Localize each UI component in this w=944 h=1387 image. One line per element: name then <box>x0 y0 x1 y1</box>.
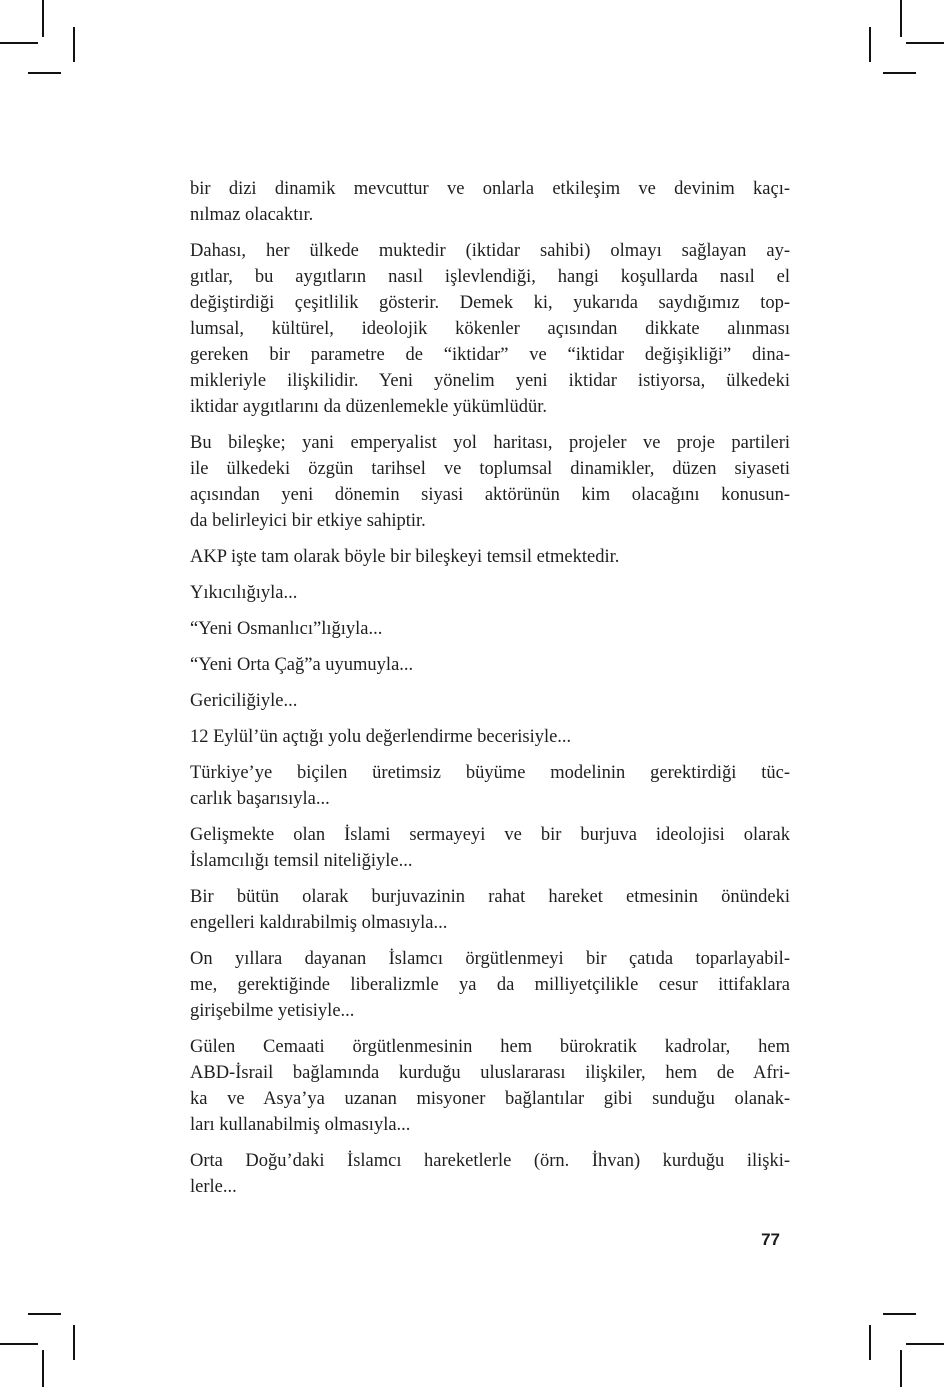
crop-mark-top-left-inner-vertical <box>73 27 75 62</box>
text-line: Orta Doğu’daki İslamcı hareketlerle (örn. İhvan) kurduğu ilişki- <box>190 1151 790 1171</box>
text-line: girişebilme yetisiyle... <box>190 1001 355 1021</box>
page-number: 77 <box>761 1230 780 1249</box>
text-line: Türkiye’ye biçilen üretimsiz büyüme modelinin gerektirdiği tüc- <box>190 763 790 783</box>
text-line: Bir bütün olarak burjuvazinin rahat hareket etmesinin önündeki <box>190 887 790 907</box>
paragraph <box>190 884 790 936</box>
paragraph <box>190 176 790 228</box>
crop-mark-bottom-left-vertical <box>42 1350 44 1387</box>
paragraph <box>190 238 790 420</box>
crop-mark-bottom-right-inner-horizontal <box>883 1313 916 1315</box>
text-line: İslamcılığı temsil niteliğiyle... <box>190 851 413 871</box>
paragraph <box>190 688 790 714</box>
text-line: Gericiliğiyle... <box>190 691 298 711</box>
text-line: değiştirdiği çeşitlilik gösterir. Demek ki, yukarıda saydığımız top- <box>190 293 790 313</box>
text-line: Gülen Cemaati örgütlenmesinin hem bürokratik kadrolar, hem <box>190 1037 790 1057</box>
paragraph <box>190 822 790 874</box>
text-line: Dahası, her ülkede muktedir (iktidar sahibi) olmayı sağlayan ay- <box>190 241 790 261</box>
crop-mark-bottom-right-horizontal <box>906 1343 944 1345</box>
text-line: iktidar aygıtlarını da düzenlemekle yükümlüdür. <box>190 397 548 417</box>
text-line: ABD-İsrail bağlamında kurduğu uluslararası ilişkiler, hem de Afri- <box>190 1063 790 1083</box>
text-line: da belirleyici bir etkiye sahiptir. <box>190 511 426 531</box>
text-block <box>190 176 790 1210</box>
text-line: Gelişmekte olan İslami sermayeyi ve bir burjuva ideolojisi olarak <box>190 825 790 845</box>
crop-mark-top-left-inner-horizontal <box>28 72 61 74</box>
crop-mark-bottom-left-inner-horizontal <box>28 1313 61 1315</box>
text-line: On yıllara dayanan İslamcı örgütlenmeyi bir çatıda toparlayabil- <box>190 949 790 969</box>
paragraph <box>190 430 790 534</box>
paragraph <box>190 946 790 1024</box>
crop-mark-top-right-vertical <box>900 0 902 37</box>
crop-mark-top-left-horizontal <box>0 42 38 44</box>
text-line: lumsal, kültürel, ideolojik kökenler açısından dikkate alınması <box>190 319 790 339</box>
text-line: “Yeni Orta Çağ”a uyumuyla... <box>190 655 414 675</box>
paragraph <box>190 760 790 812</box>
crop-mark-top-left-vertical <box>42 0 44 37</box>
text-line: mikleriyle ilişkilidir. Yeni yönelim yeni iktidar istiyorsa, ülkedeki <box>190 371 790 391</box>
text-line: AKP işte tam olarak böyle bir bileşkeyi temsil etmektedir. <box>190 547 620 567</box>
text-line: engelleri kaldırabilmiş olmasıyla... <box>190 913 448 933</box>
text-line: “Yeni Osmanlıcı”lığıyla... <box>190 619 383 639</box>
crop-mark-bottom-left-inner-vertical <box>73 1325 75 1360</box>
text-line: bir dizi dinamik mevcuttur ve onlarla etkileşim ve devinim kaçı- <box>190 179 790 199</box>
paragraph <box>190 1148 790 1200</box>
text-line: 12 Eylül’ün açtığı yolu değerlendirme becerisiyle... <box>190 727 572 747</box>
text-line: ka ve Asya’ya uzanan misyoner bağlantılar gibi sunduğu olanak- <box>190 1089 790 1109</box>
crop-mark-top-right-inner-vertical <box>869 27 871 62</box>
text-line: ları kullanabilmiş olmasıyla... <box>190 1115 411 1135</box>
text-line: Bu bileşke; yani emperyalist yol haritası, projeler ve proje partileri <box>190 433 790 453</box>
text-line: ile ülkedeki özgün tarihsel ve toplumsal dinamikler, düzen siyaseti <box>190 459 790 479</box>
text-line: me, gerektiğinde liberalizmle ya da milliyetçilikle cesur ittifaklara <box>190 975 790 995</box>
crop-mark-bottom-right-vertical <box>900 1350 902 1387</box>
text-line: gıtlar, bu aygıtların nasıl işlevlendiği, hangi koşullarda nasıl el <box>190 267 790 287</box>
crop-mark-bottom-right-inner-vertical <box>869 1325 871 1360</box>
text-line: Yıkıcılığıyla... <box>190 583 298 603</box>
text-line: carlık başarısıyla... <box>190 789 330 809</box>
crop-mark-top-right-horizontal <box>906 42 944 44</box>
text-line: gereken bir parametre de “iktidar” ve “iktidar değişikliği” dina- <box>190 345 790 365</box>
crop-mark-bottom-left-horizontal <box>0 1343 38 1345</box>
paragraph <box>190 724 790 750</box>
text-line: nılmaz olacaktır. <box>190 205 314 225</box>
paragraph <box>190 580 790 606</box>
paragraph <box>190 1034 790 1138</box>
text-line: lerle... <box>190 1177 237 1197</box>
paragraph <box>190 652 790 678</box>
paragraph <box>190 544 790 570</box>
paragraph <box>190 616 790 642</box>
crop-mark-top-right-inner-horizontal <box>883 72 916 74</box>
text-line: açısından yeni dönemin siyasi aktörünün kim olacağını konusun- <box>190 485 790 505</box>
